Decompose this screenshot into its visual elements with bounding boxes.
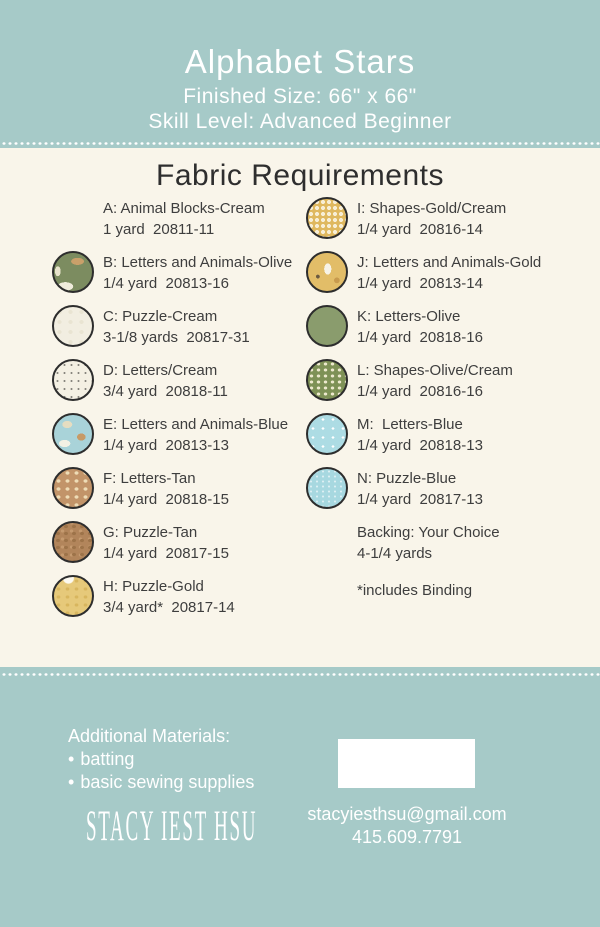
fabric-label: B: Letters and Animals-Olive <box>103 254 293 271</box>
fabric-label: I: Shapes-Gold/Cream <box>357 200 507 217</box>
fabric-quantity: 1/4 yard 20818-15 <box>103 491 229 508</box>
swatch-f <box>52 467 94 509</box>
fabric-label: D: Letters/Cream <box>103 362 218 379</box>
swatch-m <box>306 413 348 455</box>
contact-email: stacyiesthsu@gmail.com <box>307 804 507 824</box>
swatch-b <box>52 251 94 293</box>
fabric-row-e <box>52 413 304 467</box>
fabric-row-backing <box>306 521 572 575</box>
swatch-e <box>52 413 94 455</box>
fabric-quantity: 1/4 yard 20818-16 <box>357 329 483 346</box>
fabric-quantity: 1/4 yard 20816-16 <box>357 383 483 400</box>
fabric-label: A: Animal Blocks-Cream <box>103 200 265 217</box>
fabric-label: M: Letters-Blue <box>357 416 463 433</box>
fabric-row-f <box>52 467 304 521</box>
swatch-c <box>52 305 94 347</box>
swatch-n <box>306 467 348 509</box>
binding-note: *includes Binding <box>357 582 473 599</box>
footer-band <box>0 667 600 927</box>
bullet-icon: • <box>68 772 75 792</box>
additional-materials-title: Additional Materials: <box>68 726 231 746</box>
fabric-quantity: 1/4 yard 20813-14 <box>357 275 483 292</box>
swatch-l <box>306 359 348 401</box>
fabric-label: H: Puzzle-Gold <box>103 578 204 595</box>
fabric-label: N: Puzzle-Blue <box>357 470 457 487</box>
additional-materials <box>68 725 254 794</box>
fabric-quantity: 1/4 yard 20817-15 <box>103 545 229 562</box>
fabric-quantity: 1/4 yard 20813-13 <box>103 437 229 454</box>
fabric-row-g <box>52 521 304 575</box>
fabric-label: F: Letters-Tan <box>103 470 196 487</box>
fabric-row-c <box>52 305 304 359</box>
additional-item: • basic sewing supplies <box>68 772 255 792</box>
fabric-row-k <box>306 305 572 359</box>
swatch-g <box>52 521 94 563</box>
dotted-divider-top <box>0 140 600 145</box>
fabric-label: E: Letters and Animals-Blue <box>103 416 289 433</box>
swatch-i <box>306 197 348 239</box>
binding-note-row <box>306 579 572 633</box>
fabric-row-b <box>52 251 304 305</box>
backing-label: Backing: Your Choice <box>357 524 500 541</box>
fabric-label: L: Shapes-Olive/Cream <box>357 362 513 379</box>
bullet-icon: • <box>68 749 75 769</box>
fabric-quantity: 3/4 yard 20818-11 <box>103 383 228 400</box>
fabric-row-n <box>306 467 572 521</box>
fabric-quantity: 3/4 yard* 20817-14 <box>103 599 235 616</box>
fabric-quantity: 1/4 yard 20817-13 <box>357 491 483 508</box>
fabric-row-i <box>306 197 572 251</box>
additional-item: • batting <box>68 749 135 769</box>
backing-quantity: 4-1/4 yards <box>357 545 433 562</box>
swatch-d <box>52 359 94 401</box>
fabric-requirements-heading: Fabric Requirements <box>156 159 444 192</box>
fabric-column-left <box>52 197 304 629</box>
fabric-quantity: 1/4 yard 20818-13 <box>357 437 483 454</box>
fabric-quantity: 3-1/8 yards 20817-31 <box>103 329 250 346</box>
fabric-row-m <box>306 413 572 467</box>
swatch-j <box>306 251 348 293</box>
dotted-divider-bottom <box>0 671 600 676</box>
skill-level-text: Skill Level: Advanced Beginner <box>148 110 452 133</box>
contact-phone: 415.609.7791 <box>351 827 463 847</box>
header-band <box>0 0 600 148</box>
blank-white-box <box>338 739 475 788</box>
fabric-row-d <box>52 359 304 413</box>
fabric-label: C: Puzzle-Cream <box>103 308 218 325</box>
swatch-h <box>52 575 94 617</box>
fabric-row-j <box>306 251 572 305</box>
fabric-row-l <box>306 359 572 413</box>
finished-size-text: Finished Size: 66" x 66" <box>183 85 417 108</box>
fabric-quantity: 1/4 yard 20816-14 <box>357 221 483 238</box>
fabric-row-h <box>52 575 304 629</box>
page-title: Alphabet Stars <box>184 43 416 80</box>
fabric-quantity: 1/4 yard 20813-16 <box>103 275 229 292</box>
fabric-label: K: Letters-Olive <box>357 308 461 325</box>
fabric-label: J: Letters and Animals-Gold <box>357 254 542 271</box>
contact-block <box>292 803 522 849</box>
fabric-label: G: Puzzle-Tan <box>103 524 198 541</box>
fabric-column-right <box>306 197 572 633</box>
swatch-k <box>306 305 348 347</box>
designer-logo: STACY IEST HSU <box>86 803 258 850</box>
fabric-row-a <box>52 197 304 251</box>
fabric-quantity: 1 yard 20811-11 <box>103 221 215 238</box>
